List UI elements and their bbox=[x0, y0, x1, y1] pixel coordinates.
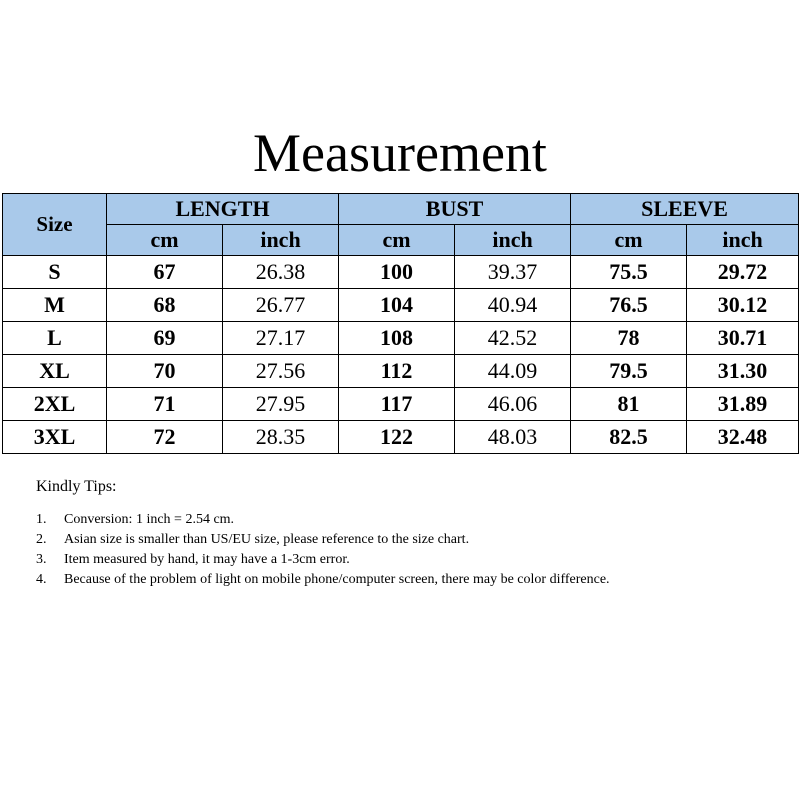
sleeve-inch-cell: 32.48 bbox=[687, 421, 799, 454]
table-row bbox=[3, 256, 799, 289]
length-inch-cell: 27.56 bbox=[223, 355, 339, 388]
table-header bbox=[3, 194, 799, 256]
bust-cm-header: cm bbox=[339, 225, 455, 256]
bust-inch-header: inch bbox=[455, 225, 571, 256]
length-cm-cell: 70 bbox=[107, 355, 223, 388]
list-item bbox=[36, 510, 736, 530]
size-cell: L bbox=[3, 322, 107, 355]
tips-list bbox=[36, 510, 736, 590]
page-title: Measurement bbox=[253, 123, 547, 183]
tip-text: Item measured by hand, it may have a 1-3cm error. bbox=[64, 552, 350, 567]
length-inch-cell: 27.95 bbox=[223, 388, 339, 421]
bust-cm-cell: 117 bbox=[339, 388, 455, 421]
tip-text: Because of the problem of light on mobile phone/computer screen, there may be color difference. bbox=[64, 572, 610, 587]
length-cm-cell: 68 bbox=[107, 289, 223, 322]
tips-title: Kindly Tips: bbox=[36, 478, 117, 495]
tip-text: Conversion: 1 inch = 2.54 cm. bbox=[64, 512, 235, 527]
length-group-header: LENGTH bbox=[107, 194, 339, 225]
sleeve-cm-cell: 81 bbox=[571, 388, 687, 421]
bust-cm-cell: 108 bbox=[339, 322, 455, 355]
bust-group-header: BUST bbox=[339, 194, 571, 225]
length-cm-cell: 72 bbox=[107, 421, 223, 454]
bust-cm-cell: 112 bbox=[339, 355, 455, 388]
sleeve-cm-cell: 76.5 bbox=[571, 289, 687, 322]
size-cell: 3XL bbox=[3, 421, 107, 454]
bust-inch-cell: 48.03 bbox=[455, 421, 571, 454]
sleeve-cm-cell: 82.5 bbox=[571, 421, 687, 454]
sleeve-cm-header: cm bbox=[571, 225, 687, 256]
size-cell: M bbox=[3, 289, 107, 322]
tip-number: 2. bbox=[36, 532, 47, 547]
length-inch-cell: 26.77 bbox=[223, 289, 339, 322]
sleeve-inch-cell: 31.30 bbox=[687, 355, 799, 388]
sleeve-group-header: SLEEVE bbox=[571, 194, 799, 225]
sleeve-cm-cell: 78 bbox=[571, 322, 687, 355]
bust-cm-cell: 100 bbox=[339, 256, 455, 289]
size-chart-table bbox=[2, 193, 799, 454]
bust-cm-cell: 122 bbox=[339, 421, 455, 454]
sleeve-cm-cell: 79.5 bbox=[571, 355, 687, 388]
bust-inch-cell: 44.09 bbox=[455, 355, 571, 388]
length-inch-header: inch bbox=[223, 225, 339, 256]
length-cm-header: cm bbox=[107, 225, 223, 256]
bust-inch-cell: 39.37 bbox=[455, 256, 571, 289]
sleeve-inch-header: inch bbox=[687, 225, 799, 256]
length-inch-cell: 27.17 bbox=[223, 322, 339, 355]
sleeve-inch-cell: 30.12 bbox=[687, 289, 799, 322]
length-inch-cell: 28.35 bbox=[223, 421, 339, 454]
bust-inch-cell: 40.94 bbox=[455, 289, 571, 322]
bust-inch-cell: 42.52 bbox=[455, 322, 571, 355]
size-column-header: Size bbox=[3, 194, 107, 256]
table-row bbox=[3, 289, 799, 322]
length-cm-cell: 71 bbox=[107, 388, 223, 421]
sleeve-inch-cell: 29.72 bbox=[687, 256, 799, 289]
size-cell: S bbox=[3, 256, 107, 289]
list-item bbox=[36, 570, 736, 590]
tip-text: Asian size is smaller than US/EU size, please reference to the size chart. bbox=[64, 532, 470, 547]
tip-number: 4. bbox=[36, 572, 47, 587]
table-row bbox=[3, 322, 799, 355]
table-row bbox=[3, 355, 799, 388]
list-item bbox=[36, 530, 736, 550]
length-inch-cell: 26.38 bbox=[223, 256, 339, 289]
list-item bbox=[36, 550, 736, 570]
table-row bbox=[3, 421, 799, 454]
bust-inch-cell: 46.06 bbox=[455, 388, 571, 421]
tip-number: 1. bbox=[36, 512, 47, 527]
bust-cm-cell: 104 bbox=[339, 289, 455, 322]
sleeve-inch-cell: 30.71 bbox=[687, 322, 799, 355]
kindly-tips bbox=[36, 478, 736, 590]
size-cell: XL bbox=[3, 355, 107, 388]
length-cm-cell: 69 bbox=[107, 322, 223, 355]
table-row bbox=[3, 388, 799, 421]
sleeve-cm-cell: 75.5 bbox=[571, 256, 687, 289]
length-cm-cell: 67 bbox=[107, 256, 223, 289]
size-cell: 2XL bbox=[3, 388, 107, 421]
sleeve-inch-cell: 31.89 bbox=[687, 388, 799, 421]
tip-number: 3. bbox=[36, 552, 47, 567]
